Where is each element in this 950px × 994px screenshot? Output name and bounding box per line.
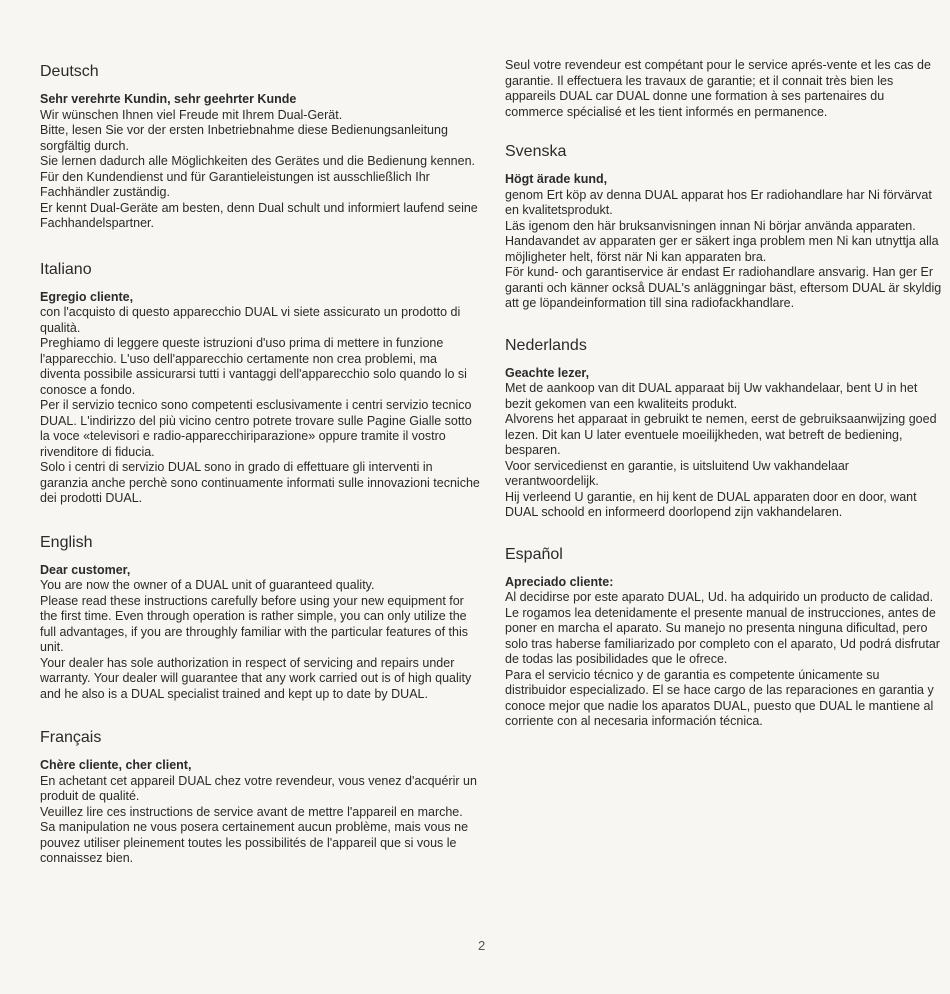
paragraph: Met de aankoop van dit DUAL apparaat bij Uw vakhandelaar, bent U in het bezit gekomen van een kwaliteits produkt. <box>505 381 918 411</box>
left-column <box>40 62 480 867</box>
paragraph: Al decidirse por este aparato DUAL, Ud. ha adquirido un producto de calidad. <box>505 590 934 604</box>
paragraph: con l'acquisto di questo apparecchio DUAL vi siete assicurato un prodotto di qualità. <box>40 305 461 335</box>
paragraph: Er kennt Dual-Geräte am besten, denn Dual schult und informiert laufend seine Fachhandelspartner. <box>40 200 478 230</box>
greeting-nederlands: Geachte lezer, <box>505 365 590 380</box>
paragraph: Hij verleend U garantie, en hij kent de DUAL apparaten door en door, want DUAL schoold en informeerd doorlopend zijn vakhandelaren. <box>505 489 917 519</box>
paragraph: Bitte, lesen Sie vor der ersten Inbetriebnahme diese Bedienungsanleitung sorgfältig durch. <box>40 123 448 153</box>
section-title-francais: Français <box>40 729 102 746</box>
greeting-english: Dear customer, <box>40 562 131 577</box>
section-title-nederlands: Nederlands <box>505 336 587 354</box>
section-italiano <box>40 260 480 507</box>
section-svenska <box>505 142 943 312</box>
paragraph: Para el servicio técnico y de garantia es competente únicamente su distribuidor especializado. El se hace cargo de las reparaciones en garantia y conoce mejor que nadie los aparatos DUAL, puesto que DUAL le mantiene al corriente con al necesaria información técnica. <box>505 667 934 728</box>
section-deutsch <box>40 62 480 232</box>
paragraph: Your dealer has sole authorization in respect of servicing and repairs under warranty. Your dealer will guarantee that any work carried out is of high quality and he also is a DUAL specialist trained and kept up to date by DUAL. <box>40 655 472 701</box>
paragraph: You are now the owner of a DUAL unit of guaranteed quality. <box>40 578 375 592</box>
section-francais-continued <box>505 58 943 120</box>
greeting-svenska: Högt ärade kund, <box>505 172 608 186</box>
paragraph: Per il servizio tecnico sono competenti esclusivamente i centri servizio tecnico DUAL. L'indirizzo del più vicino centro potrete trovare sulle Pagine Gialle sotto la voce «televisori e radio-apparecchiriparazione» oppure tramite il vostro rivenditore di fiducia. <box>40 398 472 459</box>
paragraph: Voor servicedienst en garantie, is uitsluitend Uw vakhandelaar verantwoordelijk. <box>505 458 849 488</box>
section-title-italiano: Italiano <box>40 260 92 278</box>
paragraph: För kund- och garantiservice är endast Er radiohandlare ansvarig. Han ger Er garanti och känner också DUAL's anläggningar bäst, eftersom DUAL är skyldig att ge löpandeinformation till sina radiofackhandlare. <box>505 265 942 310</box>
section-espanol <box>505 545 943 730</box>
section-title-deutsch: Deutsch <box>40 63 99 80</box>
page-number: 2 <box>478 938 486 953</box>
greeting-deutsch: Sehr verehrte Kundin, sehr geehrter Kunde <box>40 92 297 106</box>
paragraph: Für den Kundendienst und für Garantieleistungen ist ausschließlich Ihr Fachhändler zuständig. <box>40 169 430 199</box>
paragraph: Solo i centri di servizio DUAL sono in grado di effettuare gli interventi in garanzia anche perchè sono continuamente informati sulle innovazioni tecniche dei prodotti DUAL. <box>40 460 480 505</box>
paragraph: Alvorens het apparaat in gebruikt te nemen, eerst de gebruiksaanwijzing goed lezen. Dit kan U later eventuele moeilijkheden, wat betreft de bediening, besparen. <box>505 412 937 457</box>
greeting-francais: Chère cliente, cher client, <box>40 758 192 772</box>
paragraph: En achetant cet appareil DUAL chez votre revendeur, vous venez d'acquérir un produit de qualité. <box>40 773 477 803</box>
greeting-espanol: Apreciado cliente: <box>505 574 614 589</box>
section-francais <box>40 728 480 867</box>
section-title-english: English <box>40 533 93 551</box>
paragraph: Sie lernen dadurch alle Möglichkeiten des Gerätes und die Bedienung kennen. <box>40 154 476 168</box>
paragraph: genom Ert köp av denna DUAL apparat hos Er radiohandlare har Ni förvärvat en kvalitetsprodukt. <box>505 187 932 217</box>
section-title-svenska: Svenska <box>505 143 567 160</box>
paragraph: Seul votre revendeur est compétant pour le service aprés-vente et les cas de garantie. Il effectuera les travaux de garantie; et il connait très bien les appareils DUAL car DUAL donne une formation à ses partenaires du commerce spécialisé et les tient informés en permanence. <box>505 58 931 119</box>
paragraph: Läs igenom den här bruksanvisningen innan Ni börjar använda apparaten. Handavandet av apparaten ger er säkert inga problem men Ni kan utnyttja alla möjligheter helt, först när Ni kan apparaten bra. <box>505 218 939 264</box>
section-english <box>40 533 480 703</box>
paragraph: Please read these instructions carefully before using your new equipment for the first time. Even through operation is rather simple, you can only utilize the full advantages, if you are throughly familiar with the particular features of this unit. <box>40 593 468 654</box>
paragraph: Veuillez lire ces instructions de service avant de mettre l'appareil en marche. Sa manipulation ne vous posera certainement aucun problème, mais vous ne pouvez utiliser pleinement toutes les possibilités de l'appareil que si vous le connaissez bien. <box>40 804 469 865</box>
paragraph: Le rogamos lea detenidamente el presente manual de instrucciones, antes de poner en marcha el aparato. Su manejo no presenta ninguna dificultad, pero solo tras haberse familiarizado por completo con el aparato, Ud podrá disfrutar de todas las posibilidades que le ofrece. <box>505 605 940 666</box>
paragraph: Preghiamo di leggere queste istruzioni d'uso prima di mettere in funzione l'apparecchio. L'uso dell'apparecchio certamente non crea problemi, ma diventa possibile assicurarsi tutti i vantaggi dell'apparecchio solo quando lo si conosce a fondo. <box>40 336 467 397</box>
section-nederlands <box>505 336 943 521</box>
paragraph: Wir wünschen Ihnen viel Freude mit Ihrem Dual-Gerät. <box>40 107 343 122</box>
greeting-italiano: Egregio cliente, <box>40 289 134 304</box>
section-title-espanol: Español <box>505 545 563 563</box>
right-column <box>505 58 943 730</box>
